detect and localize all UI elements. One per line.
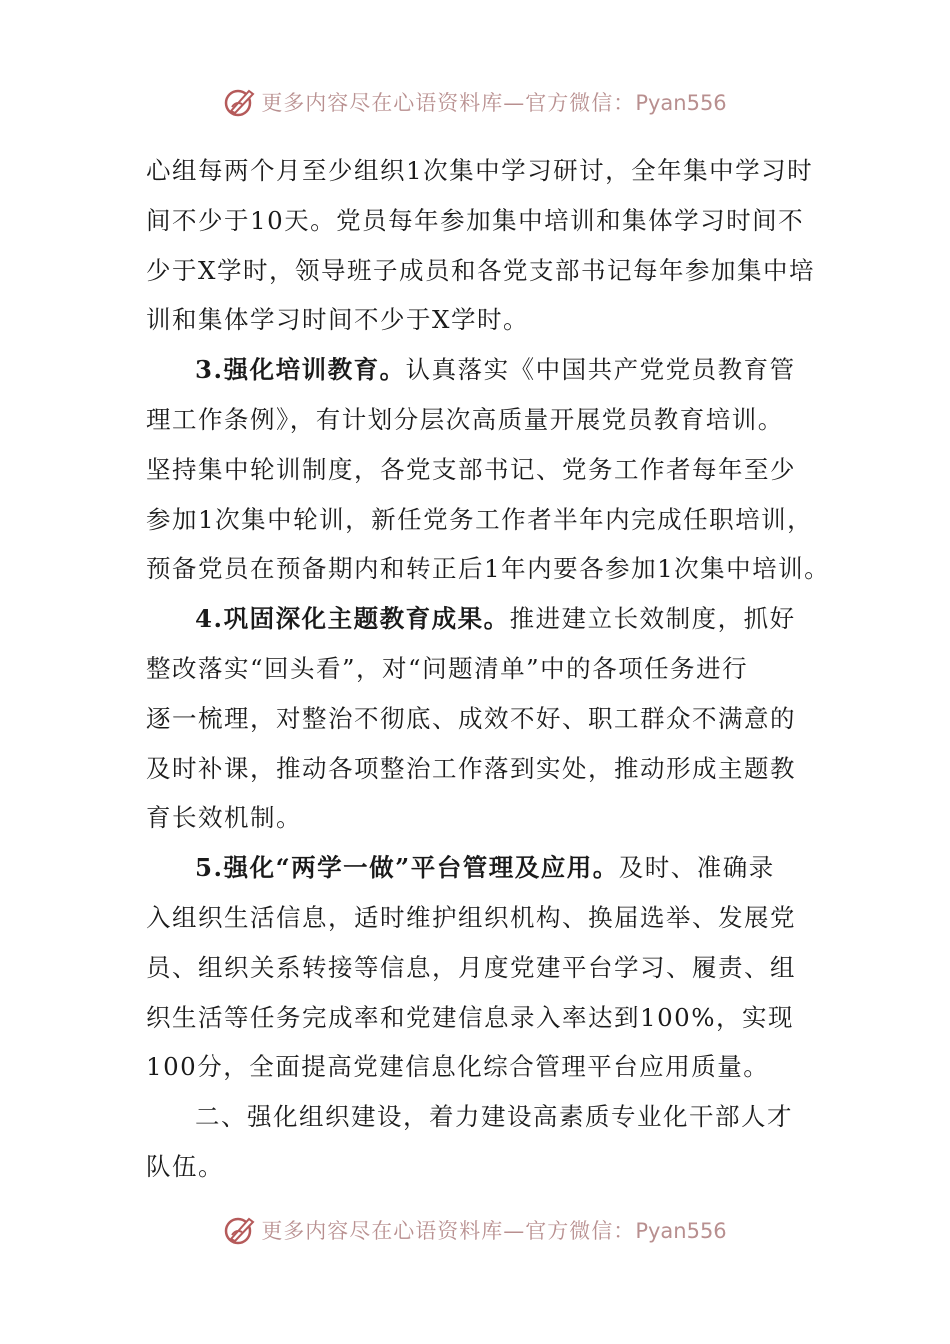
- text-line: 心组每两个月至少组织1次集中学习研讨，全年集中学习时: [146, 156, 814, 185]
- text-line: 入组织生活信息，适时维护组织机构、换届选举、发展党: [146, 902, 796, 932]
- pen-logo-icon: [223, 1213, 257, 1247]
- chapter-heading-line: 二、强化组织建设，着力建设高素质专业化干部人才: [195, 1102, 793, 1132]
- text-line: 间不少于10天。党员每年参加集中培训和集体学习时间不: [146, 205, 805, 235]
- text-line: 预备党员在预备期内和转正后1年内要各参加1次集中培训。: [146, 554, 831, 584]
- text-line: 育长效机制。: [146, 803, 302, 833]
- text-line: 逐一梳理，对整治不彻底、成效不好、职工群众不满意的: [146, 703, 796, 733]
- section-heading: 3.强化培训教育。: [195, 355, 406, 385]
- text-line: 100分，全面提高党建信息化综合管理平台应用质量。: [146, 1052, 770, 1082]
- text-line: 及时补课，推动各项整治工作落到实处，推动形成主题教: [146, 753, 796, 783]
- section-heading: 4.巩固深化主题教育成果。: [195, 604, 510, 634]
- section-heading-line: 5.强化“两学一做”平台管理及应用。及时、准确录: [195, 853, 775, 883]
- document-body: [146, 146, 831, 1192]
- section-heading-line: 3.强化培训教育。认真落实《中国共产党党员教育管: [195, 355, 796, 385]
- section-heading-line: 4.巩固深化主题教育成果。推进建立长效制度，抓好: [195, 604, 796, 634]
- header-watermark: [0, 82, 950, 122]
- watermark-text: 更多内容尽在心语资料库—官方微信：Pyan556: [261, 1219, 727, 1243]
- text-line: 织生活等任务完成率和党建信息录入率达到100%，实现: [146, 1002, 795, 1032]
- text-line: 整改落实“回头看”，对“问题清单”中的各项任务进行: [146, 653, 749, 683]
- text-line: 员、组织关系转接等信息，月度党建平台学习、履责、组: [146, 952, 796, 982]
- watermark-text: 更多内容尽在心语资料库—官方微信：Pyan556: [261, 91, 727, 115]
- text-line: 参加1次集中轮训，新任党务工作者半年内完成任职培训，: [146, 504, 814, 534]
- footer-watermark: [0, 1210, 950, 1250]
- pen-logo-icon: [223, 85, 257, 119]
- text-line: 队伍。: [146, 1151, 224, 1181]
- text-line: 训和集体学习时间不少于X学时。: [146, 305, 529, 335]
- text-line: 理工作条例》，有计划分层次高质量开展党员教育培训。: [146, 404, 784, 434]
- text-line: 坚持集中轮训制度，各党支部书记、党务工作者每年至少: [146, 454, 796, 484]
- text-line: 少于X学时，领导班子成员和各党支部书记每年参加集中培: [146, 255, 815, 285]
- section-heading: 5.强化“两学一做”平台管理及应用。: [195, 853, 619, 883]
